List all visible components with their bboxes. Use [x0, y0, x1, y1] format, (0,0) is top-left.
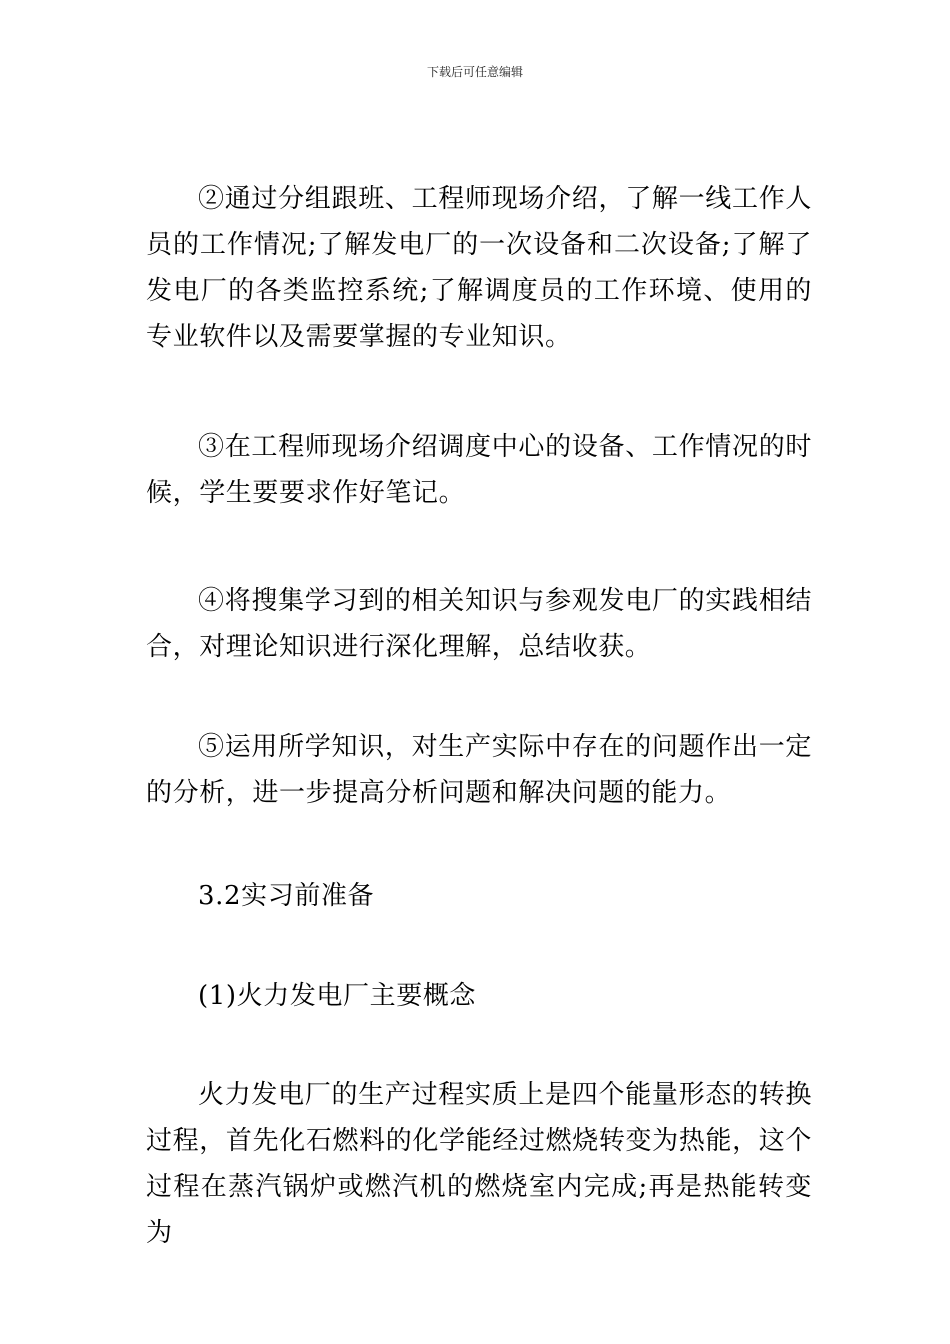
- section-heading-3-2: 3.2实习前准备: [198, 881, 375, 911]
- page-header: 下载后可任意编辑: [426, 65, 523, 79]
- paragraph-objective-5: ⑤运用所学知识，对生产实际中存在的问题作出一定的分析，进一步提高分析问题和解决问题的能力。: [146, 732, 812, 808]
- paragraph-objective-4: ④将搜集学习到的相关知识与参观发电厂的实践相结合，对理论知识进行深化理解，总结收获。: [146, 586, 812, 662]
- paragraph-objective-3: ③在工程师现场介绍调度中心的设备、工作情况的时候，学生要要求作好笔记。: [146, 432, 812, 508]
- subsection-heading-1: (1)火力发电厂主要概念: [198, 981, 477, 1011]
- paragraph-objective-2: ②通过分组跟班、工程师现场介绍，了解一线工作人员的工作情况;了解发电厂的一次设备和二次设备;了解了发电厂的各类监控系统;了解调度员的工作环境、使用的专业软件以及需要掌握的专业知识。: [146, 184, 812, 352]
- paragraph-thermal-plant-process: 火力发电厂的生产过程实质上是四个能量形态的转换过程，首先化石燃料的化学能经过燃烧转变为热能，这个过程在蒸汽锅炉或燃汽机的燃烧室内完成;再是热能转变为: [146, 1080, 812, 1248]
